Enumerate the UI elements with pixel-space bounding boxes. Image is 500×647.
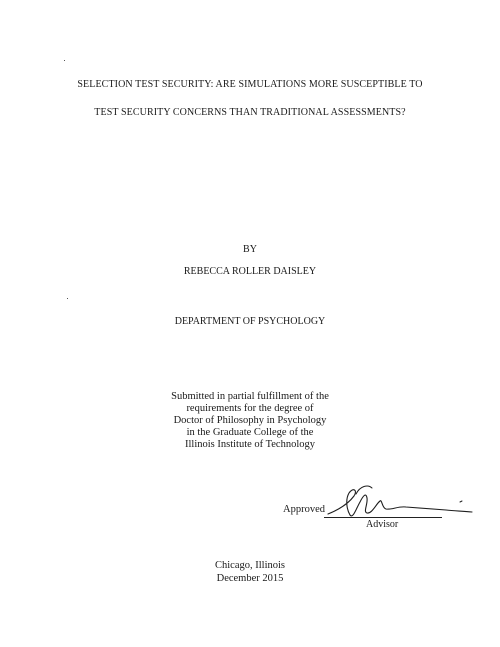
place: Chicago, Illinois (215, 560, 285, 571)
title-line-2: TEST SECURITY CONCERNS THAN TRADITIONAL ASSESSMENTS? (94, 107, 406, 118)
submission-line-4: in the Graduate College of the (186, 427, 314, 438)
department: DEPARTMENT OF PSYCHOLOGY (174, 316, 326, 327)
scan-speck (64, 60, 65, 61)
advisor-signature (320, 482, 480, 522)
signature-line (324, 517, 442, 518)
date: December 2015 (216, 573, 284, 584)
by-label: BY (243, 244, 257, 255)
author-name: REBECCA ROLLER DAISLEY (183, 266, 317, 277)
submission-line-5: Illinois Institute of Technology (184, 439, 315, 450)
scan-speck (67, 298, 68, 299)
advisor-label: Advisor (366, 519, 399, 530)
title-line-1: SELECTION TEST SECURITY: ARE SIMULATIONS MORE SUSCEPTIBLE TO (77, 79, 423, 90)
submission-line-3: Doctor of Philosophy in Psychology (173, 415, 327, 426)
approved-label: Approved (283, 504, 325, 515)
submission-line-1: Submitted in partial fulfillment of the (171, 391, 329, 402)
submission-line-2: requirements for the degree of (186, 403, 314, 414)
